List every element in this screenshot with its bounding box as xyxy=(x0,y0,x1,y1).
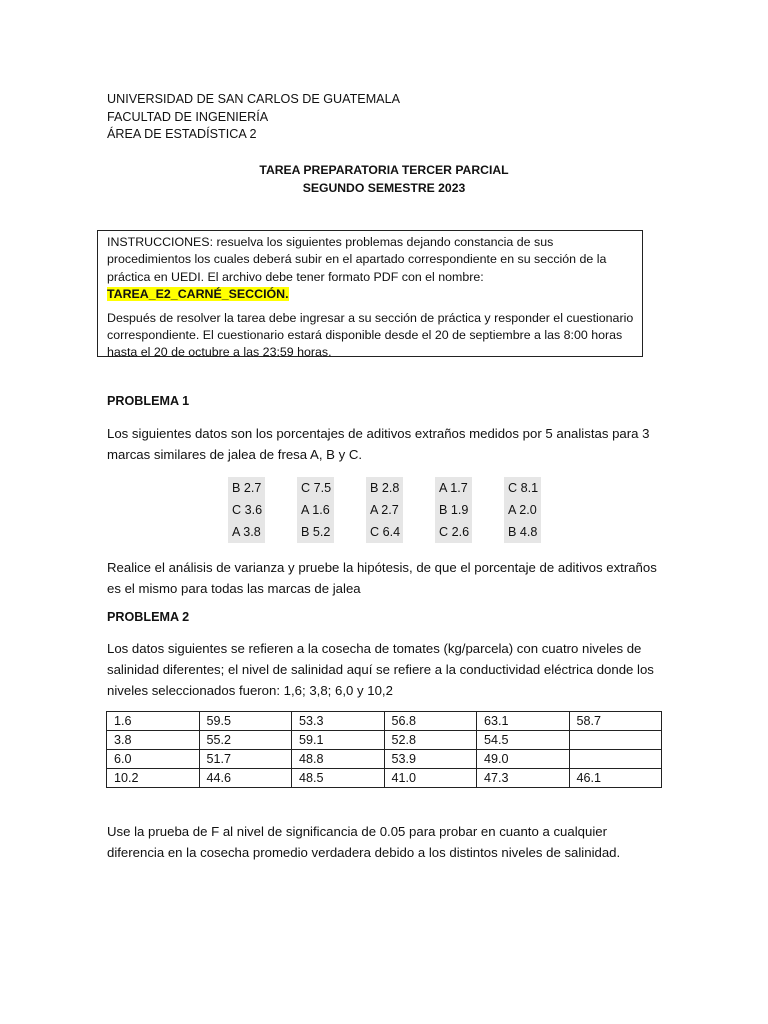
problem-2-data-table xyxy=(106,711,662,788)
table-cell: 47.3 xyxy=(477,769,570,788)
faculty-name: FACULTAD DE INGENIERÍA xyxy=(107,109,269,124)
instructions-paragraph-2: Después de resolver la tarea debe ingresar a su sección de práctica y responder el cuestionario correspondiente. El cuestionario estará disponible desde el 20 de septiembre a las 8:00 horas hasta el 20 de octubre a las 23:59 horas. xyxy=(107,310,634,360)
problem-1-intro-text: Los siguientes datos son los porcentajes de aditivos extraños medidos por 5 analistas para 3 marcas similares de jalea de fresa A, B y C. xyxy=(107,426,650,462)
table-cell: 53.9 xyxy=(384,750,477,769)
table-cell: 1.6 xyxy=(107,712,200,731)
instructions-paragraph-1 xyxy=(107,234,637,304)
institution-header xyxy=(107,91,400,144)
problem-2-task-text: Use la prueba de F al nivel de significancia de 0.05 para probar en cuanto a cualquier diferencia en la cosecha promedio verdadera debido a los distintos niveles de salinidad. xyxy=(107,824,621,860)
grid-cell: C 8.1 xyxy=(504,477,541,499)
grid-cell: B 2.8 xyxy=(366,477,403,499)
problem-2-intro-text: Los datos siguientes se refieren a la cosecha de tomates (kg/parcela) con cuatro niveles de salinidad diferentes; el nivel de salinidad aquí se refiere a la conductividad eléctrica donde los niveles seleccionados fueron: 1,6; 3,8; 6,0 y 10,2 xyxy=(107,641,654,698)
table-cell: 53.3 xyxy=(292,712,385,731)
problem-1-task-text: Realice el análisis de varianza y pruebe la hipótesis, de que el porcentaje de aditivos extraños es el mismo para todas las marcas de jalea xyxy=(107,560,657,596)
grid-cell: A 2.7 xyxy=(366,499,403,521)
table-cell: 59.5 xyxy=(199,712,292,731)
table-cell: 63.1 xyxy=(477,712,570,731)
grid-cell: B 1.9 xyxy=(435,499,472,521)
problem-2-intro xyxy=(107,638,667,701)
filename-highlight: TAREA_E2_CARNÉ_SECCIÓN. xyxy=(107,287,289,302)
grid-cell: A 2.0 xyxy=(504,499,541,521)
grid-cell: A 3.8 xyxy=(228,521,265,543)
grid-cell: A 1.7 xyxy=(435,477,472,499)
problem-2-heading: PROBLEMA 2 xyxy=(107,610,190,624)
table-cell: 54.5 xyxy=(477,731,570,750)
table-cell: 52.8 xyxy=(384,731,477,750)
problem-1-task xyxy=(107,557,667,599)
table-cell: 48.5 xyxy=(292,769,385,788)
table-cell xyxy=(569,731,662,750)
area-name: ÁREA DE ESTADÍSTICA 2 xyxy=(107,127,257,141)
table-cell: 56.8 xyxy=(384,712,477,731)
table-row xyxy=(107,712,662,731)
university-name: UNIVERSIDAD DE SAN CARLOS DE GUATEMALA xyxy=(107,92,400,106)
instructions-box xyxy=(97,230,643,360)
table-row xyxy=(107,750,662,769)
problem-2-task xyxy=(107,821,667,863)
problem-1-heading: PROBLEMA 1 xyxy=(107,394,190,408)
table-cell xyxy=(569,750,662,769)
table-cell: 59.1 xyxy=(292,731,385,750)
table-row xyxy=(107,731,662,750)
table-cell: 6.0 xyxy=(107,750,200,769)
grid-cell: C 2.6 xyxy=(435,521,472,543)
table-cell: 49.0 xyxy=(477,750,570,769)
table-cell: 41.0 xyxy=(384,769,477,788)
grid-cell: A 1.6 xyxy=(297,499,334,521)
table-cell: 10.2 xyxy=(107,769,200,788)
instructions-text: INSTRUCCIONES: resuelva los siguientes problemas dejando constancia de sus procedimientos los cuales deberá subir en el apartado correspondiente en su sección de la práctica en UEDI. El archivo debe tener formato PDF con el nombre: xyxy=(107,235,607,284)
table-row xyxy=(107,769,662,788)
title-line-2: SEGUNDO SEMESTRE 2023 xyxy=(302,181,466,195)
table-cell: 51.7 xyxy=(199,750,292,769)
grid-cell: B 5.2 xyxy=(297,521,334,543)
grid-cell: B 4.8 xyxy=(504,521,541,543)
problem-1-intro xyxy=(107,423,667,465)
table-cell: 46.1 xyxy=(569,769,662,788)
grid-cell: C 6.4 xyxy=(366,521,403,543)
table-cell: 44.6 xyxy=(199,769,292,788)
grid-cell: C 3.6 xyxy=(228,499,265,521)
table-cell: 55.2 xyxy=(199,731,292,750)
grid-cell: B 2.7 xyxy=(228,477,265,499)
problem-1-data-grid xyxy=(228,477,541,543)
table-cell: 58.7 xyxy=(569,712,662,731)
document-title xyxy=(0,161,768,197)
table-cell: 48.8 xyxy=(292,750,385,769)
table-cell: 3.8 xyxy=(107,731,200,750)
grid-cell: C 7.5 xyxy=(297,477,334,499)
title-line-1: TAREA PREPARATORIA TERCER PARCIAL xyxy=(259,163,509,177)
